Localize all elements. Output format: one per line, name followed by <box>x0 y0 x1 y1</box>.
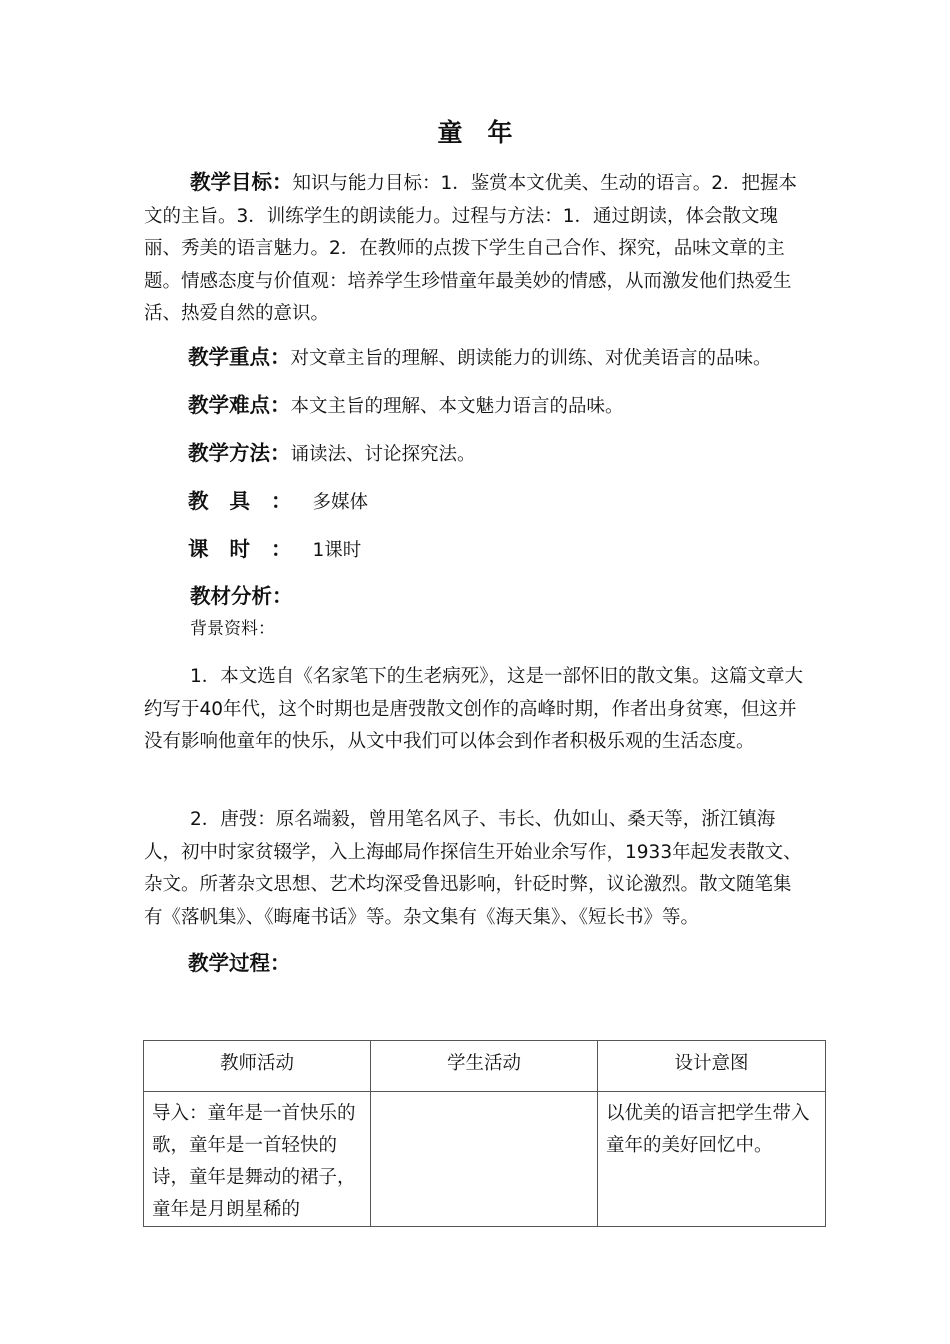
key-points <box>188 341 772 375</box>
teaching-methods <box>188 437 476 471</box>
teaching-tools-text: 多媒体 <box>312 492 369 513</box>
material-analysis <box>190 580 293 614</box>
table-row <box>144 1092 826 1227</box>
class-hours <box>188 533 361 567</box>
teaching-tools-label: 教具： <box>188 489 313 513</box>
header-teacher-activity: 教师活动 <box>144 1041 371 1092</box>
key-points-label: 教学重点： <box>188 345 291 369</box>
teaching-goals-text: 知识与能力目标：1．鉴赏本文优美、生动的语言。2．把握本文的主旨。3．训练学生的朗读能力。过程与方法：1．通过朗读，体会散文瑰丽、秀美的语言魅力。2．在教师的点拨下学生自己合作、探究，品味文章的主题。情感态度与价值观：培养学生珍惜童年最美妙的情感，从而激发他们热爱生活、热爱自然的意识。 <box>144 173 798 324</box>
cell-student-activity <box>371 1092 598 1227</box>
header-student-activity: 学生活动 <box>371 1041 598 1092</box>
difficulties-text: 本文主旨的理解、本文魅力语言的品味。 <box>290 396 624 417</box>
difficulties-label: 教学难点： <box>188 393 291 417</box>
page-title: 童 年 <box>437 118 513 147</box>
difficulties <box>188 389 624 423</box>
teaching-methods-label: 教学方法： <box>188 441 291 465</box>
teaching-goals <box>144 166 808 331</box>
teaching-methods-text: 诵读法、讨论探究法。 <box>290 444 476 465</box>
cell-design-intent: 以优美的语言把学生带入童年的美好回忆中。 <box>598 1092 826 1227</box>
background-item-1: 1．本文选自《名家笔下的生老病死》，这是一部怀旧的散文集。这篇文章大约写于40年代，这个时期也是唐弢散文创作的高峰时期，作者出身贫寒，但这并没有影响他童年的快乐，从文中我们可以体会到作者积极乐观的生活态度。 <box>144 666 804 752</box>
process-table <box>143 1040 826 1227</box>
teaching-tools <box>188 485 368 519</box>
table-header-row <box>144 1041 826 1092</box>
key-points-text: 对文章主旨的理解、朗读能力的训练、对优美语言的品味。 <box>290 348 772 369</box>
teaching-goals-label: 教学目标： <box>190 170 293 194</box>
cell-teacher-activity: 导入：童年是一首快乐的歌，童年是一首轻快的诗，童年是舞动的裙子，童年是月朗星稀的 <box>144 1092 371 1227</box>
material-analysis-label: 教材分析： <box>190 584 293 608</box>
class-hours-label: 课时： <box>188 537 313 561</box>
class-hours-text: 1课时 <box>312 540 362 561</box>
header-design-intent: 设计意图 <box>598 1041 826 1092</box>
teaching-process-label: 教学过程： <box>188 951 291 975</box>
background-item-2: 2．唐弢：原名端毅，曾用笔名风子、韦长、仇如山、桑天等，浙江镇海人，初中时家贫辍学，入上海邮局作探信生开始业余写作，1933年起发表散文、杂文。所著杂文思想、艺术均深受鲁迅影响，针砭时弊，议论激烈。散文随笔集有《落帆集》、《晦庵书话》等。杂文集有《海天集》、《短长书》等。 <box>144 809 802 928</box>
teaching-process <box>188 947 291 981</box>
background-label: 背景资料： <box>190 619 275 639</box>
